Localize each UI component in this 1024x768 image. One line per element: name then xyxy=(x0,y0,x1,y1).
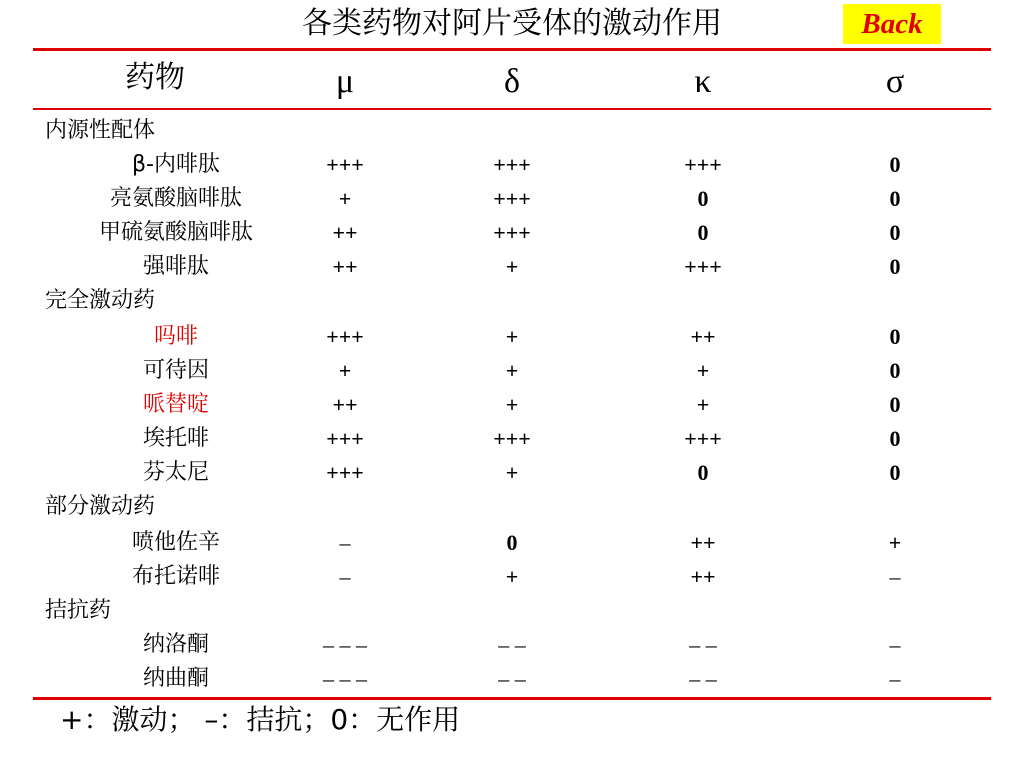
mu-value: + xyxy=(338,358,352,383)
category-label: 内源性配体 xyxy=(45,118,156,143)
mu-value: – – – xyxy=(323,632,367,657)
table-row xyxy=(0,422,1024,456)
drug-name: 布托诺啡 xyxy=(131,564,220,589)
mu-value: – – – xyxy=(323,666,367,691)
drug-name: 可待因 xyxy=(142,358,209,383)
mu-value: ++ xyxy=(332,254,358,279)
sigma-value: 0 xyxy=(889,220,901,245)
table-row xyxy=(0,662,1024,696)
kappa-value: ++ xyxy=(690,564,716,589)
top-rule xyxy=(33,48,991,51)
header-sigma: σ xyxy=(885,63,905,100)
category-row xyxy=(0,284,1024,318)
header-kappa: κ xyxy=(694,63,712,100)
drug-name: β-内啡肽 xyxy=(132,152,220,177)
delta-value: + xyxy=(505,254,519,279)
delta-value: +++ xyxy=(493,220,531,245)
sigma-value: 0 xyxy=(889,254,901,279)
kappa-value: +++ xyxy=(684,152,722,177)
delta-value: + xyxy=(505,460,519,485)
sigma-value: – xyxy=(889,666,901,691)
drug-name: 埃托啡 xyxy=(142,426,209,451)
header-mu: μ xyxy=(335,63,355,100)
table-row xyxy=(0,182,1024,216)
delta-value: + xyxy=(505,392,519,417)
drug-name: 甲硫氨酸脑啡肽 xyxy=(98,220,253,245)
slide-title: 各类药物对阿片受体的激动作用 xyxy=(302,6,722,41)
kappa-value: + xyxy=(696,392,710,417)
delta-value: – – xyxy=(498,666,526,691)
delta-value: + xyxy=(505,358,519,383)
delta-value: – – xyxy=(498,632,526,657)
delta-value: +++ xyxy=(493,186,531,211)
kappa-value: ++ xyxy=(690,530,716,555)
mu-value: – xyxy=(339,564,351,589)
kappa-value: – – xyxy=(689,632,717,657)
delta-value: +++ xyxy=(493,426,531,451)
sigma-value: 0 xyxy=(889,324,901,349)
table-row xyxy=(0,526,1024,560)
sigma-value: 0 xyxy=(889,392,901,417)
drug-name: 哌替啶 xyxy=(142,392,209,417)
sigma-value: 0 xyxy=(889,460,901,485)
drug-name: 亮氨酸脑啡肽 xyxy=(109,186,242,211)
table-row xyxy=(0,250,1024,284)
sigma-value: – xyxy=(889,632,901,657)
category-label: 拮抗药 xyxy=(45,598,112,623)
table-row xyxy=(0,560,1024,594)
table-row xyxy=(0,148,1024,182)
sigma-value: – xyxy=(889,564,901,589)
delta-value: 0 xyxy=(506,530,518,555)
kappa-value: +++ xyxy=(684,426,722,451)
drug-name: 芬太尼 xyxy=(142,460,209,485)
kappa-value: 0 xyxy=(697,460,709,485)
sigma-value: 0 xyxy=(889,426,901,451)
drug-name: 纳曲酮 xyxy=(142,666,209,691)
table-row xyxy=(0,388,1024,422)
sigma-value: 0 xyxy=(889,358,901,383)
kappa-value: 0 xyxy=(697,186,709,211)
category-row xyxy=(0,114,1024,148)
table-row xyxy=(0,354,1024,388)
sigma-value: 0 xyxy=(889,186,901,211)
sigma-value: 0 xyxy=(889,152,901,177)
mu-value: + xyxy=(338,186,352,211)
mu-value: +++ xyxy=(326,426,364,451)
kappa-value: – – xyxy=(689,666,717,691)
mu-value: – xyxy=(339,530,351,555)
header-delta: δ xyxy=(503,63,521,100)
category-row xyxy=(0,490,1024,524)
table-row xyxy=(0,216,1024,250)
category-row xyxy=(0,594,1024,628)
header-drug: 药物 xyxy=(125,60,185,95)
mu-value: ++ xyxy=(332,392,358,417)
drug-name: 喷他佐辛 xyxy=(131,530,220,555)
table-row xyxy=(0,628,1024,662)
header-rule xyxy=(33,108,991,110)
drug-name: 强啡肽 xyxy=(142,254,209,279)
sigma-value: + xyxy=(888,530,902,555)
mu-value: +++ xyxy=(326,460,364,485)
kappa-value: 0 xyxy=(697,220,709,245)
kappa-value: ++ xyxy=(690,324,716,349)
mu-value: +++ xyxy=(326,152,364,177)
delta-value: +++ xyxy=(493,152,531,177)
kappa-value: + xyxy=(696,358,710,383)
legend-text: +：激动； –：拮抗；0：无作用 xyxy=(60,703,461,736)
delta-value: + xyxy=(505,564,519,589)
kappa-value: +++ xyxy=(684,254,722,279)
category-label: 完全激动药 xyxy=(45,288,156,313)
category-label: 部分激动药 xyxy=(45,494,156,519)
mu-value: ++ xyxy=(332,220,358,245)
delta-value: + xyxy=(505,324,519,349)
mu-value: +++ xyxy=(326,324,364,349)
table-row xyxy=(0,320,1024,354)
table-row xyxy=(0,456,1024,490)
drug-name: 纳洛酮 xyxy=(142,632,209,657)
drug-name: 吗啡 xyxy=(153,324,198,349)
back-button[interactable]: Back xyxy=(843,4,941,44)
